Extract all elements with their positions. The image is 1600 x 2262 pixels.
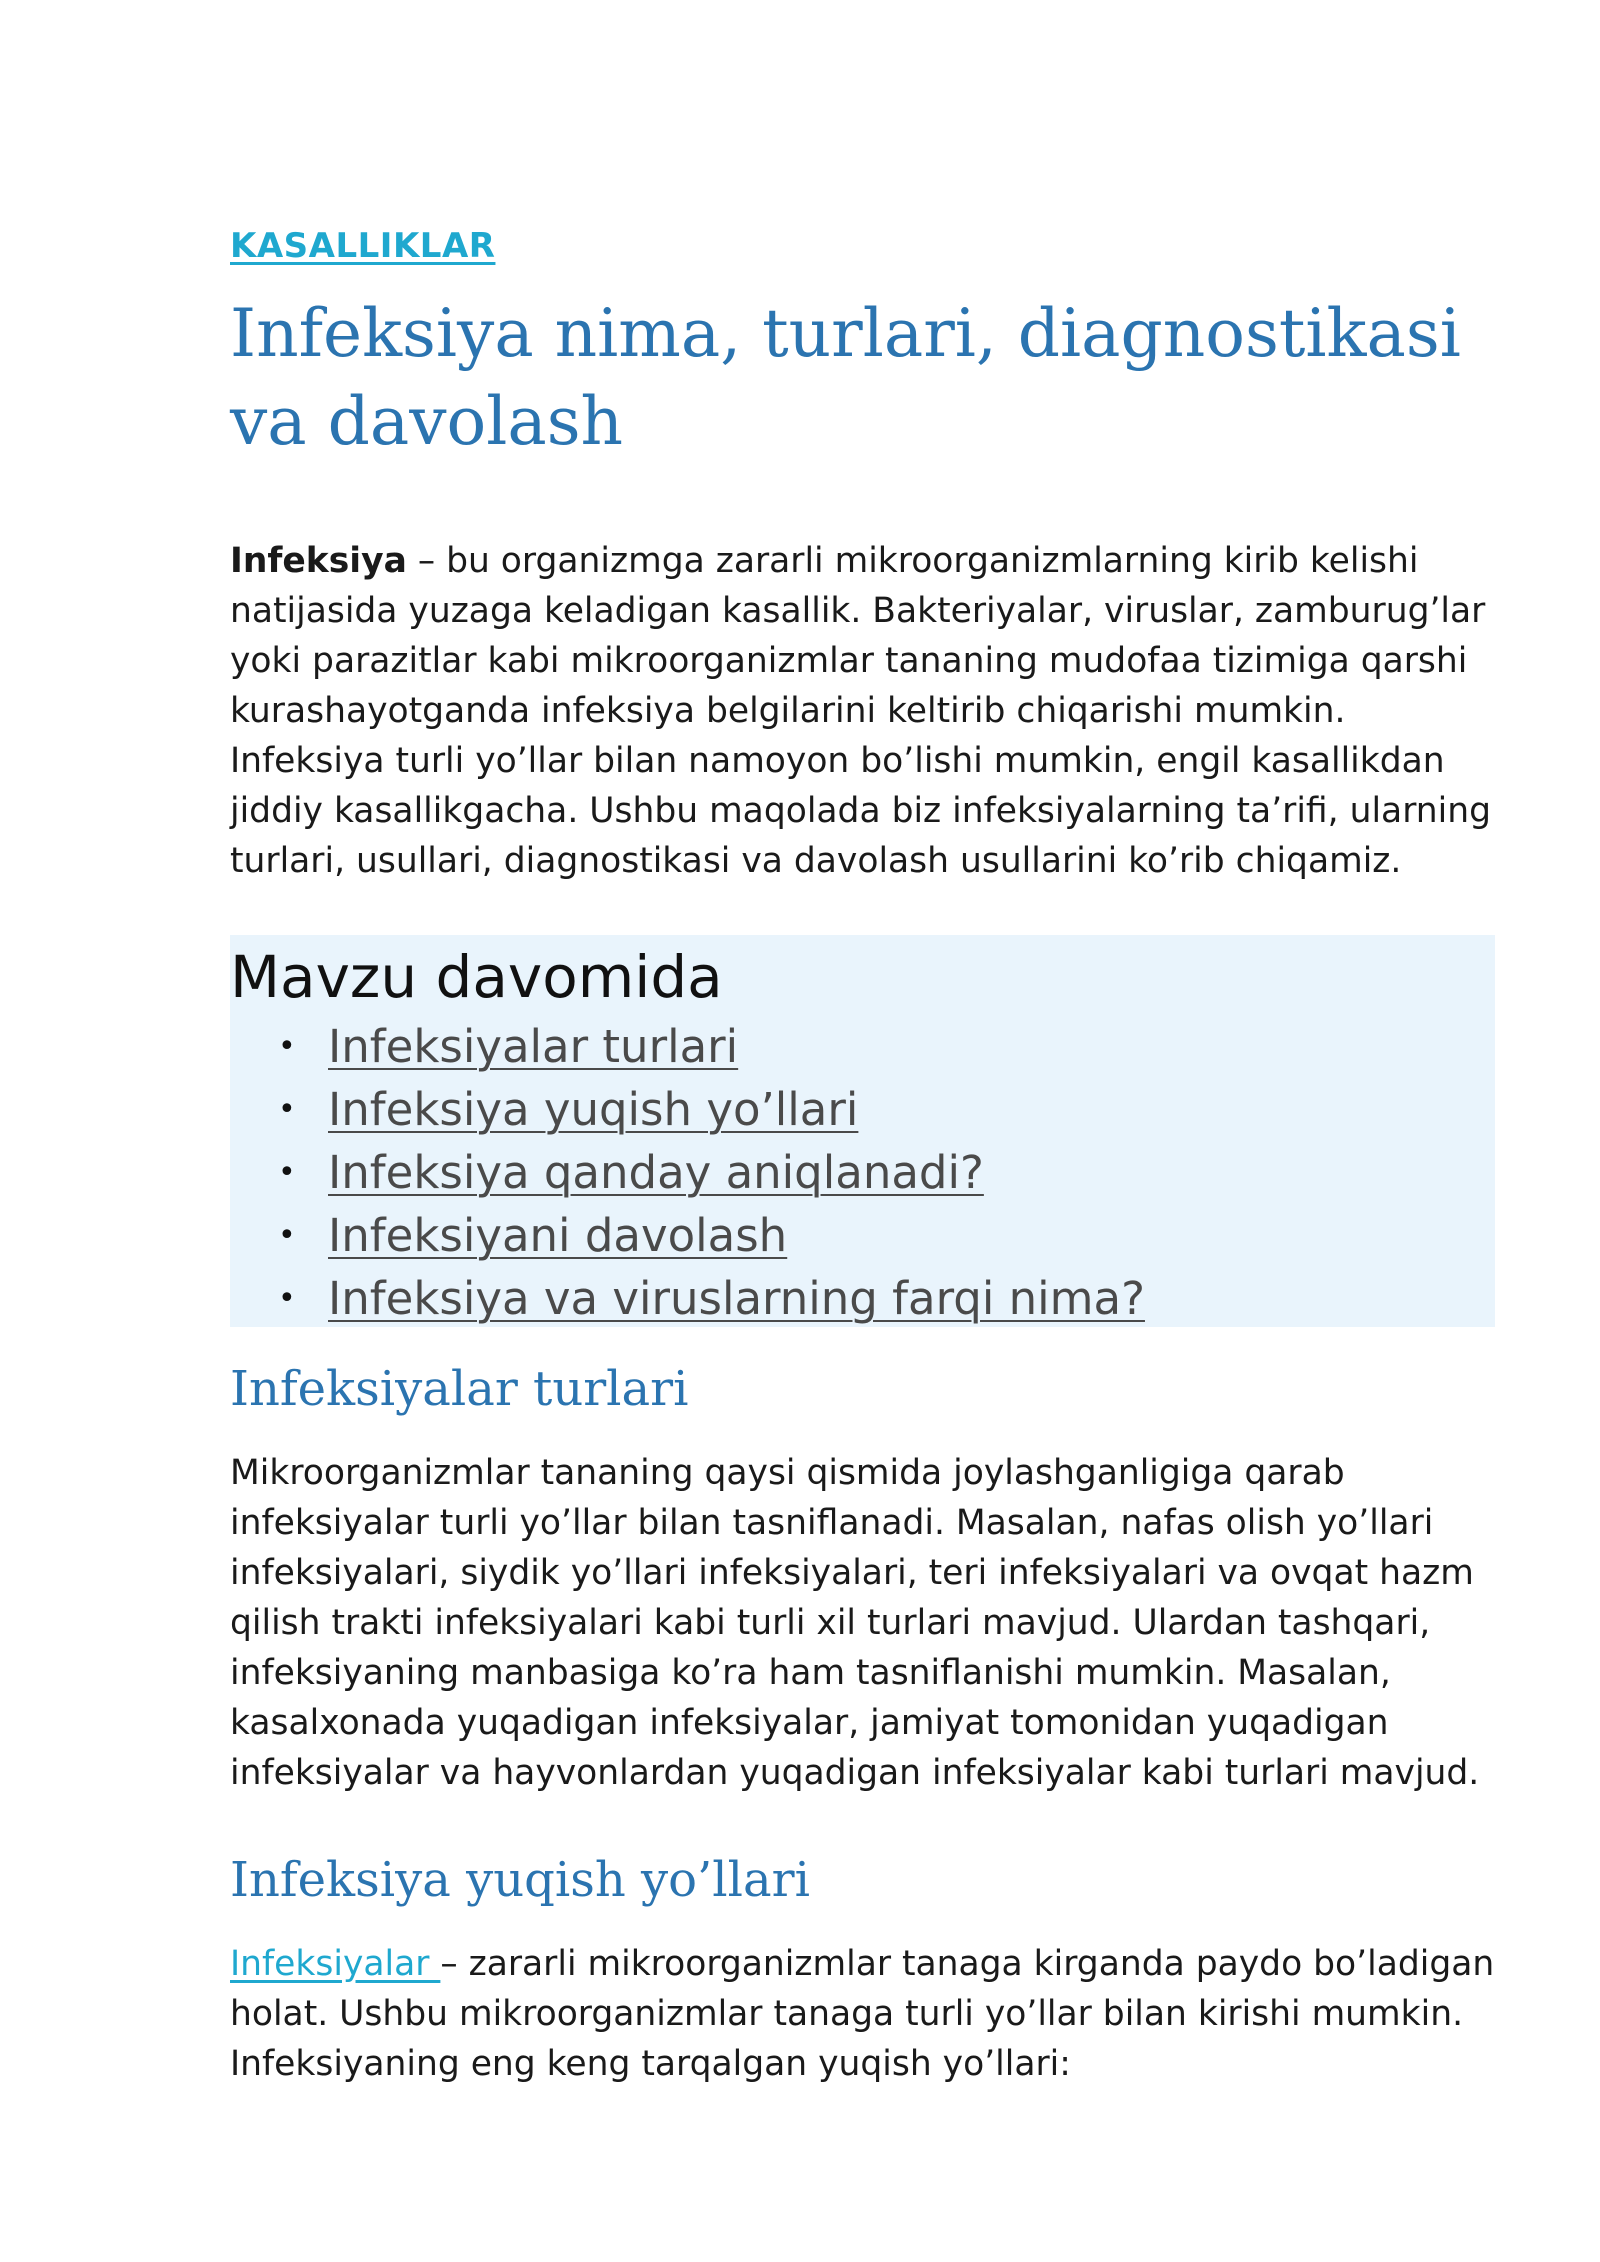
toc-item	[278, 1204, 1145, 1267]
toc-link-types[interactable]: Infeksiyalar turlari	[328, 1020, 739, 1073]
toc-item	[278, 1078, 1145, 1141]
bullet-icon: •	[278, 1092, 296, 1127]
toc-list	[278, 1015, 1145, 1330]
intro-term: Infeksiya	[230, 541, 407, 581]
section-text-transmission	[230, 1939, 1500, 2089]
bullet-icon: •	[278, 1218, 296, 1253]
page-title: Infeksiya nima, turlari, diagnostikasi va davolash	[230, 295, 1461, 460]
intro-paragraph	[230, 536, 1500, 886]
toc-link-difference[interactable]: Infeksiya va viruslarning farqi nima?	[328, 1272, 1145, 1325]
section-heading-types: Infeksiyalar turlari	[230, 1361, 689, 1417]
table-of-contents	[230, 935, 1495, 1327]
intro-text: – bu organizmga zararli mikroorganizmlarning kirib kelishi natijasida yuzaga keladigan kasallik. Bakteriyalar, viruslar, zamburug’lar yoki parazitlar kabi mikroorganizmlar tananing mudofaa tizimiga qarshi kurashayotganda infeksiya belgilarini keltirib chiqarishi mumkin. Infeksiya turli yo’llar bilan namoyon bo’lishi mumkin, engil kasallikdan jiddiy kasallikgacha. Ushbu maqolada biz infeksiyalarning ta’rifi, ularning turlari, usullari, diagnostikasi va davolash usullarini ko’rib chiqamiz.	[230, 541, 1491, 881]
transmission-text: – zararli mikroorganizmlar tanaga kirganda paydo bo’ladigan holat. Ushbu mikroorganizmlar tanaga turli yo’llar bilan kirishi mumkin. Infeksiyaning eng keng tarqalgan yuqish yo’llari:	[230, 1944, 1495, 2084]
category-link[interactable]: KASALLIKLAR	[230, 226, 496, 266]
bullet-icon: •	[278, 1155, 296, 1190]
toc-link-diagnosis[interactable]: Infeksiya qanday aniqlanadi?	[328, 1146, 984, 1199]
toc-item	[278, 1267, 1145, 1330]
section-heading-transmission: Infeksiya yuqish yo’llari	[230, 1852, 810, 1908]
toc-item	[278, 1141, 1145, 1204]
toc-link-treatment[interactable]: Infeksiyani davolash	[328, 1209, 788, 1262]
bullet-icon: •	[278, 1281, 296, 1316]
infections-link[interactable]: Infeksiyalar	[230, 1944, 441, 1984]
toc-link-transmission[interactable]: Infeksiya yuqish yo’llari	[328, 1083, 859, 1136]
toc-item	[278, 1015, 1145, 1078]
section-text-types: Mikroorganizmlar tananing qaysi qismida joylashganligiga qarab infeksiyalar turli yo’llar bilan tasniflanadi. Masalan, nafas olish yo’llari infeksiyalari, siydik yo’llari infeksiyalari, teri infeksiyalari va ovqat hazm qilish trakti infeksiyalari kabi turli xil turlari mavjud. Ulardan tashqari, infeksiyaning manbasiga ko’ra ham tasniflanishi mumkin. Masalan, kasalxonada yuqadigan infeksiyalar, jamiyat tomonidan yuqadigan infeksiyalar va hayvonlardan yuqadigan infeksiyalar kabi turlari mavjud.	[230, 1453, 1480, 1793]
bullet-icon: •	[278, 1029, 296, 1064]
toc-title: Mavzu davomida	[230, 943, 723, 1011]
